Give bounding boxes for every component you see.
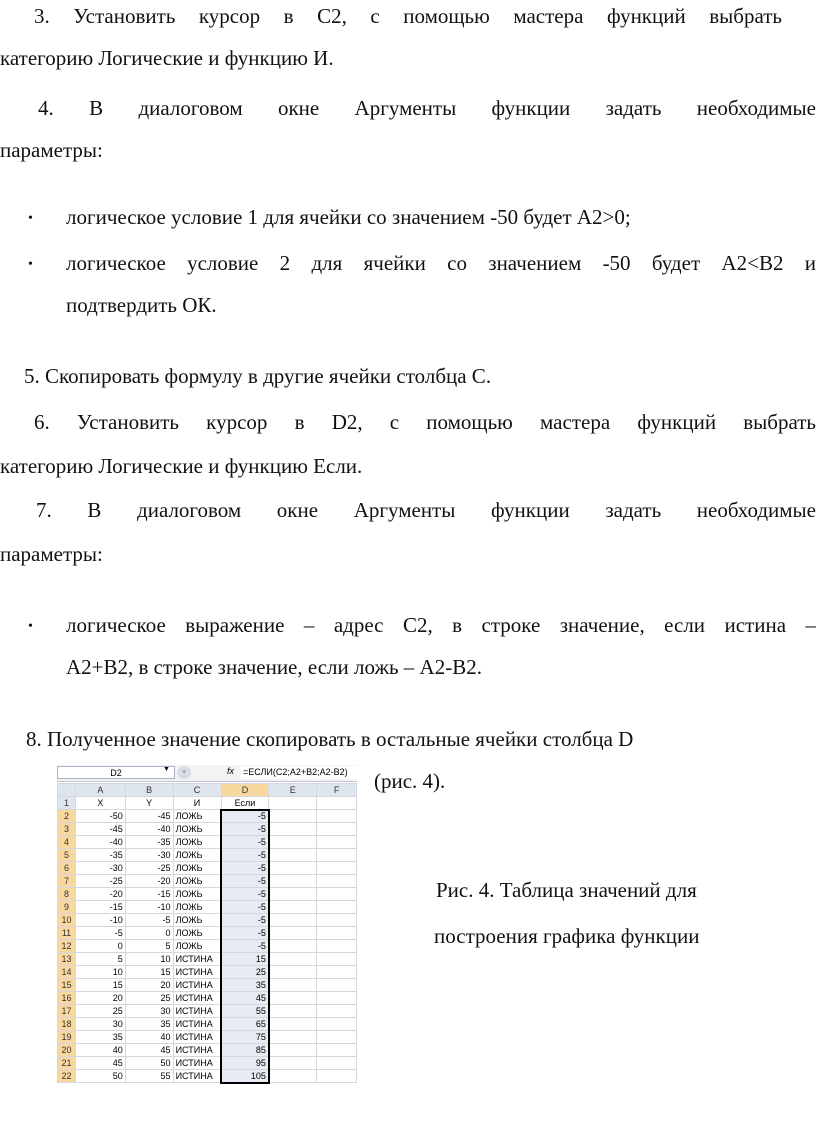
table-cell[interactable]: X [75, 797, 125, 810]
table-row [58, 901, 357, 914]
bullet-2-line-2: подтвердить ОК. [66, 293, 217, 317]
table-cell[interactable] [317, 1070, 357, 1083]
table-cell[interactable]: -50 [75, 810, 125, 823]
paragraph-8: 8. Полученное значение скопировать в остальные ячейки столбца D [26, 727, 634, 751]
table-cell[interactable] [317, 810, 357, 823]
row-header[interactable]: 4 [58, 836, 76, 849]
column-header[interactable]: B [125, 784, 173, 797]
table-cell[interactable] [317, 979, 357, 992]
table-cell[interactable] [317, 836, 357, 849]
table-row [58, 979, 357, 992]
row-header[interactable]: 16 [58, 992, 76, 1005]
table-cell[interactable]: ЛОЖЬ [173, 914, 221, 927]
function-icon[interactable]: fx [227, 766, 235, 776]
table-row [58, 927, 357, 940]
table-cell[interactable]: ИСТИНА [173, 1031, 221, 1044]
table-row [58, 849, 357, 862]
table-cell[interactable]: ИСТИНА [173, 979, 221, 992]
paragraph-3-line-2: категорию Логические и функцию И. [0, 46, 334, 70]
table-cell[interactable] [269, 914, 317, 927]
table-cell[interactable]: 15 [125, 966, 173, 979]
table-cell[interactable]: 30 [75, 1018, 125, 1031]
paragraph-4-line-1: 4. В диалоговом окне Аргументы функции задать необходимые [38, 96, 816, 120]
table-cell[interactable]: -5 [221, 836, 269, 849]
table-cell[interactable]: -5 [221, 901, 269, 914]
row-header[interactable]: 7 [58, 875, 76, 888]
paragraph-5: 5. Скопировать формулу в другие ячейки столбца С. [24, 364, 492, 388]
table-cell[interactable] [269, 992, 317, 1005]
table-cell[interactable]: 40 [75, 1044, 125, 1057]
table-cell[interactable] [269, 940, 317, 953]
table-cell[interactable]: -30 [75, 862, 125, 875]
column-header[interactable]: C [173, 784, 221, 797]
table-cell[interactable]: -5 [221, 914, 269, 927]
table-cell[interactable]: -35 [75, 849, 125, 862]
figure-caption-line-2: построения графика функции [434, 924, 700, 948]
table-cell[interactable]: ЛОЖЬ [173, 849, 221, 862]
table-cell[interactable] [269, 1044, 317, 1057]
table-cell[interactable]: ИСТИНА [173, 953, 221, 966]
table-cell[interactable]: 15 [75, 979, 125, 992]
table-cell[interactable] [317, 1044, 357, 1057]
bullet-3-line-2: А2+В2, в строке значение, если ложь – А2-В2. [66, 655, 482, 679]
row-header[interactable]: 21 [58, 1057, 76, 1070]
table-cell[interactable]: 20 [75, 992, 125, 1005]
table-cell[interactable] [269, 875, 317, 888]
table-cell[interactable]: ЛОЖЬ [173, 810, 221, 823]
table-cell[interactable]: ЛОЖЬ [173, 823, 221, 836]
table-row [58, 966, 357, 979]
table-cell[interactable] [269, 823, 317, 836]
spreadsheet-figure [57, 765, 357, 1133]
paragraph-7-line-1: 7. В диалоговом окне Аргументы функции задать необходимые [36, 498, 816, 522]
table-cell[interactable] [269, 1070, 317, 1083]
table-cell[interactable] [269, 1057, 317, 1070]
name-box[interactable]: D2 [57, 766, 175, 779]
table-cell[interactable]: 0 [75, 940, 125, 953]
table-cell[interactable]: 45 [221, 992, 269, 1005]
row-header[interactable]: 15 [58, 979, 76, 992]
table-cell[interactable]: -30 [125, 849, 173, 862]
table-cell[interactable]: -45 [125, 810, 173, 823]
table-cell[interactable]: -5 [221, 940, 269, 953]
table-cell[interactable] [269, 1005, 317, 1018]
table-cell[interactable]: 5 [125, 940, 173, 953]
table-cell[interactable]: 20 [125, 979, 173, 992]
table-cell[interactable] [317, 797, 357, 810]
table-cell[interactable]: ИСТИНА [173, 966, 221, 979]
table-cell[interactable]: 35 [221, 979, 269, 992]
bullet-marker: • [28, 619, 33, 634]
table-cell[interactable]: -5 [221, 810, 269, 823]
cell-grid [57, 783, 357, 1084]
table-cell[interactable]: ЛОЖЬ [173, 940, 221, 953]
table-cell[interactable]: ЛОЖЬ [173, 862, 221, 875]
row-header[interactable]: 1 [58, 797, 76, 810]
table-row [58, 1070, 357, 1083]
table-cell[interactable]: 55 [221, 1005, 269, 1018]
table-cell[interactable]: ЛОЖЬ [173, 927, 221, 940]
table-row [58, 862, 357, 875]
table-cell[interactable] [269, 901, 317, 914]
chevron-down-icon[interactable]: ▼ [163, 766, 170, 773]
table-cell[interactable]: ИСТИНА [173, 1044, 221, 1057]
table-cell[interactable]: -5 [221, 823, 269, 836]
table-cell[interactable]: ЛОЖЬ [173, 875, 221, 888]
paragraph-6-line-1: 6. Установить курсор в D2, с помощью мастера функций выбрать [34, 410, 816, 434]
paragraph-8-tail: (рис. 4). [374, 769, 446, 793]
row-header[interactable]: 6 [58, 862, 76, 875]
row-header[interactable]: 22 [58, 1070, 76, 1083]
table-cell[interactable] [317, 927, 357, 940]
row-header[interactable]: 17 [58, 1005, 76, 1018]
table-cell[interactable] [317, 966, 357, 979]
table-cell[interactable]: -40 [125, 823, 173, 836]
paragraph-3-line-1: 3. Установить курсор в С2, с помощью мастера функций выбрать [34, 4, 782, 28]
table-cell[interactable]: 65 [221, 1018, 269, 1031]
table-cell[interactable] [269, 797, 317, 810]
table-cell[interactable] [269, 836, 317, 849]
bullet-marker: • [28, 257, 33, 272]
table-cell[interactable] [317, 1018, 357, 1031]
table-cell[interactable]: 40 [125, 1031, 173, 1044]
table-cell[interactable] [317, 901, 357, 914]
table-cell[interactable] [269, 979, 317, 992]
table-cell[interactable]: 25 [221, 966, 269, 979]
table-row [58, 888, 357, 901]
row-header[interactable]: 2 [58, 810, 76, 823]
table-cell[interactable] [317, 823, 357, 836]
table-cell[interactable]: 0 [125, 927, 173, 940]
table-cell[interactable]: 30 [125, 1005, 173, 1018]
table-cell[interactable] [269, 849, 317, 862]
table-cell[interactable]: -25 [125, 862, 173, 875]
row-header[interactable]: 10 [58, 914, 76, 927]
table-cell[interactable]: И [173, 797, 221, 810]
bullet-1-text: логическое условие 1 для ячейки со значением -50 будет А2>0; [66, 205, 631, 229]
table-cell[interactable] [317, 875, 357, 888]
table-cell[interactable]: 50 [125, 1057, 173, 1070]
table-cell[interactable]: 5 [75, 953, 125, 966]
table-cell[interactable]: 25 [75, 1005, 125, 1018]
paragraph-7-line-2: параметры: [0, 542, 103, 566]
column-header[interactable]: F [317, 784, 357, 797]
table-cell[interactable] [269, 966, 317, 979]
table-cell[interactable] [317, 953, 357, 966]
table-cell[interactable] [317, 862, 357, 875]
paragraph-4-line-2: параметры: [0, 138, 103, 162]
row-header[interactable]: 5 [58, 849, 76, 862]
select-all-corner[interactable] [58, 784, 76, 797]
table-cell[interactable]: -5 [75, 927, 125, 940]
table-row [58, 1018, 357, 1031]
table-cell[interactable]: 95 [221, 1057, 269, 1070]
table-row [58, 914, 357, 927]
table-row [58, 953, 357, 966]
row-header[interactable]: 9 [58, 901, 76, 914]
zoom-circle-icon: ◦ [177, 766, 191, 779]
row-header[interactable]: 13 [58, 953, 76, 966]
table-cell[interactable]: 35 [75, 1031, 125, 1044]
table-cell[interactable]: -5 [221, 888, 269, 901]
table-cell[interactable]: -25 [75, 875, 125, 888]
table-row [58, 1005, 357, 1018]
table-row [58, 940, 357, 953]
column-header[interactable]: A [75, 784, 125, 797]
table-cell[interactable] [269, 927, 317, 940]
table-cell[interactable]: ЛОЖЬ [173, 901, 221, 914]
table-cell[interactable] [317, 1005, 357, 1018]
table-cell[interactable]: -35 [125, 836, 173, 849]
table-cell[interactable]: ЛОЖЬ [173, 888, 221, 901]
formula-bar [57, 765, 357, 782]
table-cell[interactable]: -20 [125, 875, 173, 888]
row-header[interactable]: 19 [58, 1031, 76, 1044]
row-header[interactable]: 8 [58, 888, 76, 901]
row-header[interactable]: 3 [58, 823, 76, 836]
table-cell[interactable]: ИСТИНА [173, 1018, 221, 1031]
bullet-3-line-1: логическое выражение – адрес С2, в строке значение, если истина – [66, 613, 816, 637]
table-cell[interactable]: 85 [221, 1044, 269, 1057]
table-row [58, 836, 357, 849]
table-cell[interactable]: -20 [75, 888, 125, 901]
row-header[interactable]: 20 [58, 1044, 76, 1057]
table-cell[interactable] [269, 1018, 317, 1031]
table-row [58, 810, 357, 823]
bullet-marker: • [28, 211, 33, 226]
table-row [58, 1057, 357, 1070]
table-cell[interactable]: -15 [75, 901, 125, 914]
table-cell[interactable]: ИСТИНА [173, 1070, 221, 1083]
table-cell[interactable] [317, 1057, 357, 1070]
table-cell[interactable]: ИСТИНА [173, 1057, 221, 1070]
table-row [58, 992, 357, 1005]
figure-caption-line-1: Рис. 4. Таблица значений для [436, 878, 697, 902]
table-cell[interactable] [269, 810, 317, 823]
table-cell[interactable] [317, 940, 357, 953]
table-cell[interactable]: -45 [75, 823, 125, 836]
table-cell[interactable]: ИСТИНА [173, 1005, 221, 1018]
table-cell[interactable]: Если [221, 797, 269, 810]
row-header[interactable]: 18 [58, 1018, 76, 1031]
table-cell[interactable]: -5 [221, 927, 269, 940]
table-cell[interactable]: 10 [75, 966, 125, 979]
table-row [58, 797, 357, 810]
table-cell[interactable]: -10 [75, 914, 125, 927]
table-cell[interactable]: 75 [221, 1031, 269, 1044]
table-cell[interactable] [317, 1031, 357, 1044]
table-cell[interactable]: 10 [125, 953, 173, 966]
table-cell[interactable] [269, 888, 317, 901]
table-cell[interactable] [269, 1031, 317, 1044]
table-cell[interactable]: 45 [75, 1057, 125, 1070]
table-cell[interactable]: 55 [125, 1070, 173, 1083]
table-cell[interactable]: -5 [221, 849, 269, 862]
table-row [58, 823, 357, 836]
table-cell[interactable]: -5 [221, 875, 269, 888]
table-cell[interactable]: 105 [221, 1070, 269, 1083]
table-cell[interactable]: 15 [221, 953, 269, 966]
table-cell[interactable]: 45 [125, 1044, 173, 1057]
table-cell[interactable]: -15 [125, 888, 173, 901]
table-cell[interactable]: -10 [125, 901, 173, 914]
table-row [58, 875, 357, 888]
table-cell[interactable]: 50 [75, 1070, 125, 1083]
table-cell[interactable]: ЛОЖЬ [173, 836, 221, 849]
table-cell[interactable]: Y [125, 797, 173, 810]
row-header[interactable]: 11 [58, 927, 76, 940]
table-cell[interactable]: -5 [125, 914, 173, 927]
table-cell[interactable]: -40 [75, 836, 125, 849]
table-cell[interactable] [269, 862, 317, 875]
table-cell[interactable] [269, 953, 317, 966]
row-header[interactable]: 12 [58, 940, 76, 953]
table-cell[interactable] [317, 849, 357, 862]
table-cell[interactable] [317, 888, 357, 901]
table-cell[interactable]: 25 [125, 992, 173, 1005]
formula-input[interactable]: =ЕСЛИ(C2;A2+B2;A2-B2) [241, 766, 357, 779]
paragraph-6-line-2: категорию Логические и функцию Если. [0, 454, 363, 478]
column-header[interactable]: E [269, 784, 317, 797]
bullet-2-line-1: логическое условие 2 для ячейки со значением -50 будет А2<В2 и [66, 251, 816, 275]
table-row [58, 1044, 357, 1057]
table-cell[interactable]: 35 [125, 1018, 173, 1031]
table-cell[interactable] [317, 914, 357, 927]
column-header[interactable]: D [221, 784, 269, 797]
row-header[interactable]: 14 [58, 966, 76, 979]
table-cell[interactable]: ИСТИНА [173, 992, 221, 1005]
table-row [58, 1031, 357, 1044]
table-cell[interactable]: -5 [221, 862, 269, 875]
table-cell[interactable] [317, 992, 357, 1005]
